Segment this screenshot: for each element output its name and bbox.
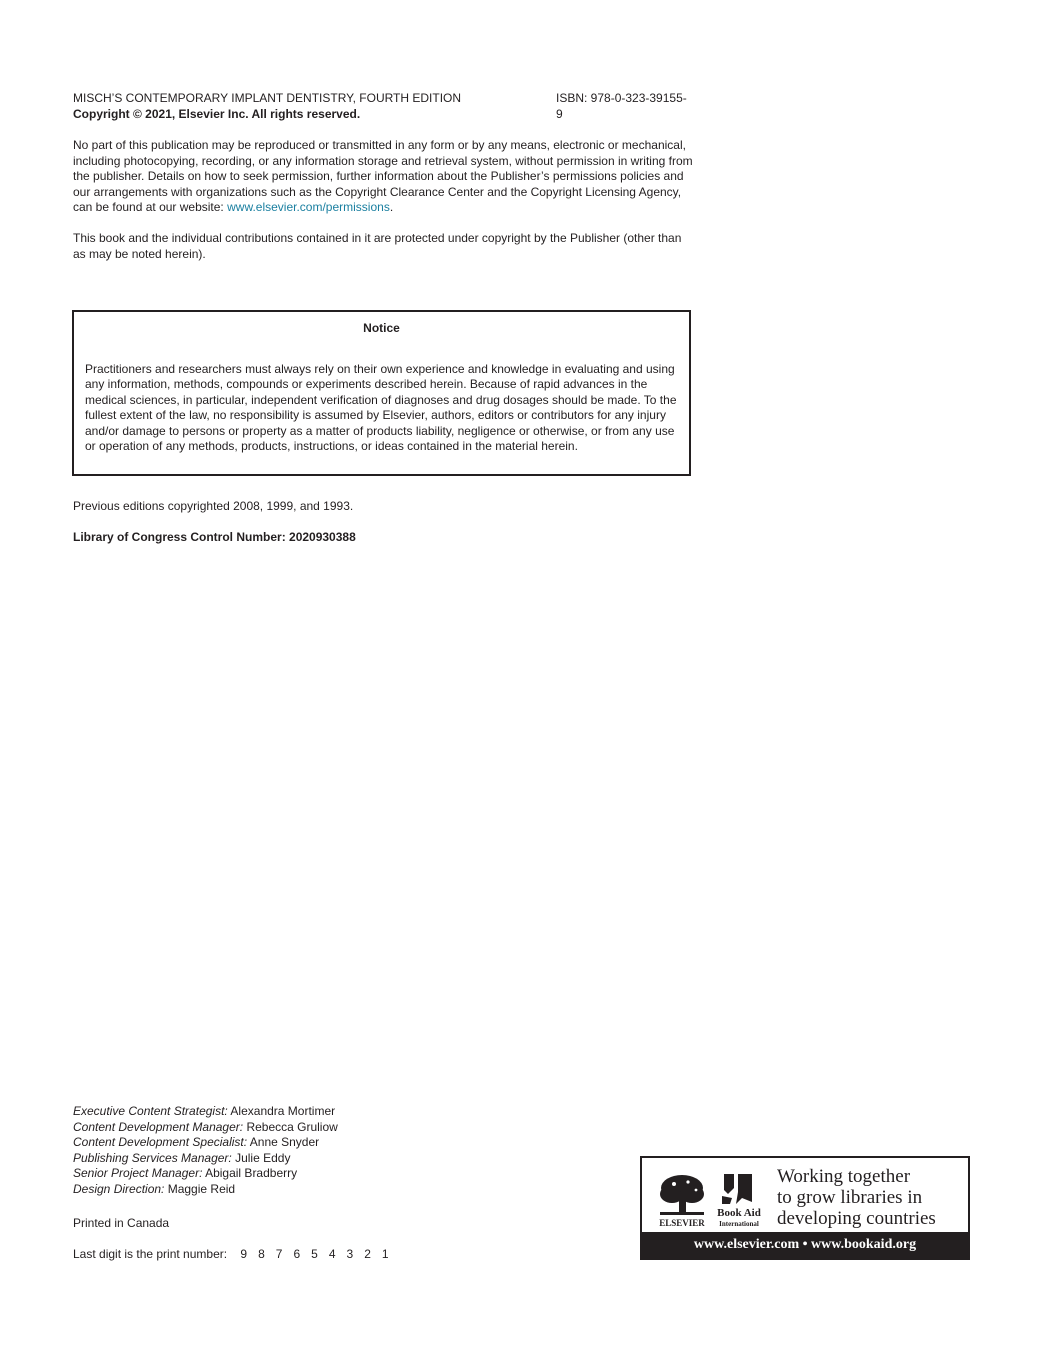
print-digit: 1 (381, 1247, 389, 1261)
slogan-line: to grow libraries in (777, 1187, 923, 1208)
credit-role: Senior Project Manager: (73, 1166, 203, 1180)
credit-line (73, 1151, 338, 1167)
credit-role: Content Development Specialist: (73, 1135, 248, 1149)
book-aid-icon (722, 1174, 752, 1204)
credit-role: Design Direction: (73, 1181, 165, 1196)
book-aid-slogan (777, 1166, 967, 1229)
elsevier-logo-text: ELSEVIER (659, 1218, 705, 1228)
permissions-text: No part of this publication may be reproduced or transmitted in any form or by any means, electronic or mechanical, including photocopying, recording, or any information storage and retrieval system, without permission in writing from the publisher. Details on how to seek permission, further information about the Publisher’s permissions policies and our arrangements with organizations such as the Copyright Clearance Center and the Copyright Licensing Agency, can be found at our website: (73, 138, 693, 214)
elsevier-tree-icon (660, 1175, 704, 1215)
credit-line (73, 1120, 338, 1136)
book-aid-logo-text: Book Aid (717, 1207, 761, 1219)
permissions-paragraph (73, 138, 693, 216)
credits-list (73, 1104, 338, 1197)
credit-role: Publishing Services Manager: (73, 1150, 232, 1165)
printed-in: Printed in Canada (73, 1216, 170, 1230)
print-number-line (73, 1247, 400, 1263)
print-digit: 6 (293, 1247, 301, 1261)
credit-line (73, 1166, 338, 1182)
credit-line (73, 1104, 338, 1120)
slogan-line: Working together (777, 1166, 911, 1187)
print-number-digits (240, 1247, 399, 1261)
notice-box (72, 310, 691, 476)
print-digit: 7 (275, 1247, 283, 1261)
print-number-label: Last digit is the print number: (73, 1247, 228, 1261)
publisher-logos (652, 1168, 776, 1230)
credit-line (73, 1135, 338, 1151)
slogan-line: developing countries (777, 1208, 936, 1229)
credit-name: Rebecca Gruliow (243, 1119, 338, 1134)
credit-line (73, 1182, 338, 1198)
permissions-end: . (389, 200, 394, 214)
print-digit: 4 (328, 1247, 336, 1261)
print-digit: 3 (346, 1247, 354, 1261)
credit-role: Content Development Manager: (73, 1119, 244, 1134)
book-aid-urls: www.elsevier.com • www.bookaid.org (642, 1232, 968, 1258)
credit-name: Alexandra Mortimer (227, 1104, 336, 1118)
loc-control-number: Library of Congress Control Number: 2020930388 (73, 530, 356, 544)
credit-name: Maggie Reid (164, 1181, 236, 1196)
print-digit: 5 (311, 1247, 318, 1261)
print-digit: 9 (240, 1247, 248, 1261)
print-digit: 8 (258, 1247, 265, 1261)
previous-editions: Previous editions copyrighted 2008, 1999, and 1993. (73, 499, 354, 513)
credit-role: Executive Content Strategist: (73, 1104, 228, 1118)
book-aid-logo-subtext: International (719, 1220, 759, 1228)
notice-title: Notice (363, 321, 400, 335)
print-digit: 2 (364, 1247, 371, 1261)
protection-paragraph: This book and the individual contributions contained in it are protected under copyright by the Publisher (other than as may be noted herein). (73, 231, 682, 261)
book-title: MISCH’S CONTEMPORARY IMPLANT DENTISTRY, FOURTH EDITION (73, 91, 462, 105)
copyright-line: Copyright © 2021, Elsevier Inc. All rights reserved. (73, 107, 361, 121)
isbn: ISBN: 978-0-323-39155-9 (556, 91, 687, 121)
credit-name: Anne Snyder (247, 1135, 320, 1149)
book-aid-banner (640, 1156, 970, 1260)
credit-name: Julie Eddy (231, 1150, 291, 1165)
notice-body: Practitioners and researchers must always rely on their own experience and knowledge in evaluating and using any information, methods, compounds or experiments described herein. Because of rapid advances in the medical sciences, in particular, independent verification of diagnoses and drug dosages should be made. To the fullest extent of the law, no responsibility is assumed by Elsevier, authors, editors or contributors for any injury and/or damage to persons or property as a matter of products liability, negligence or otherwise, or from any use or operation of any methods, products, instructions, or ideas contained in the material herein. (85, 361, 677, 453)
permissions-link[interactable]: www.elsevier.com/permissions (227, 200, 390, 214)
credit-name: Abigail Bradberry (202, 1166, 298, 1180)
